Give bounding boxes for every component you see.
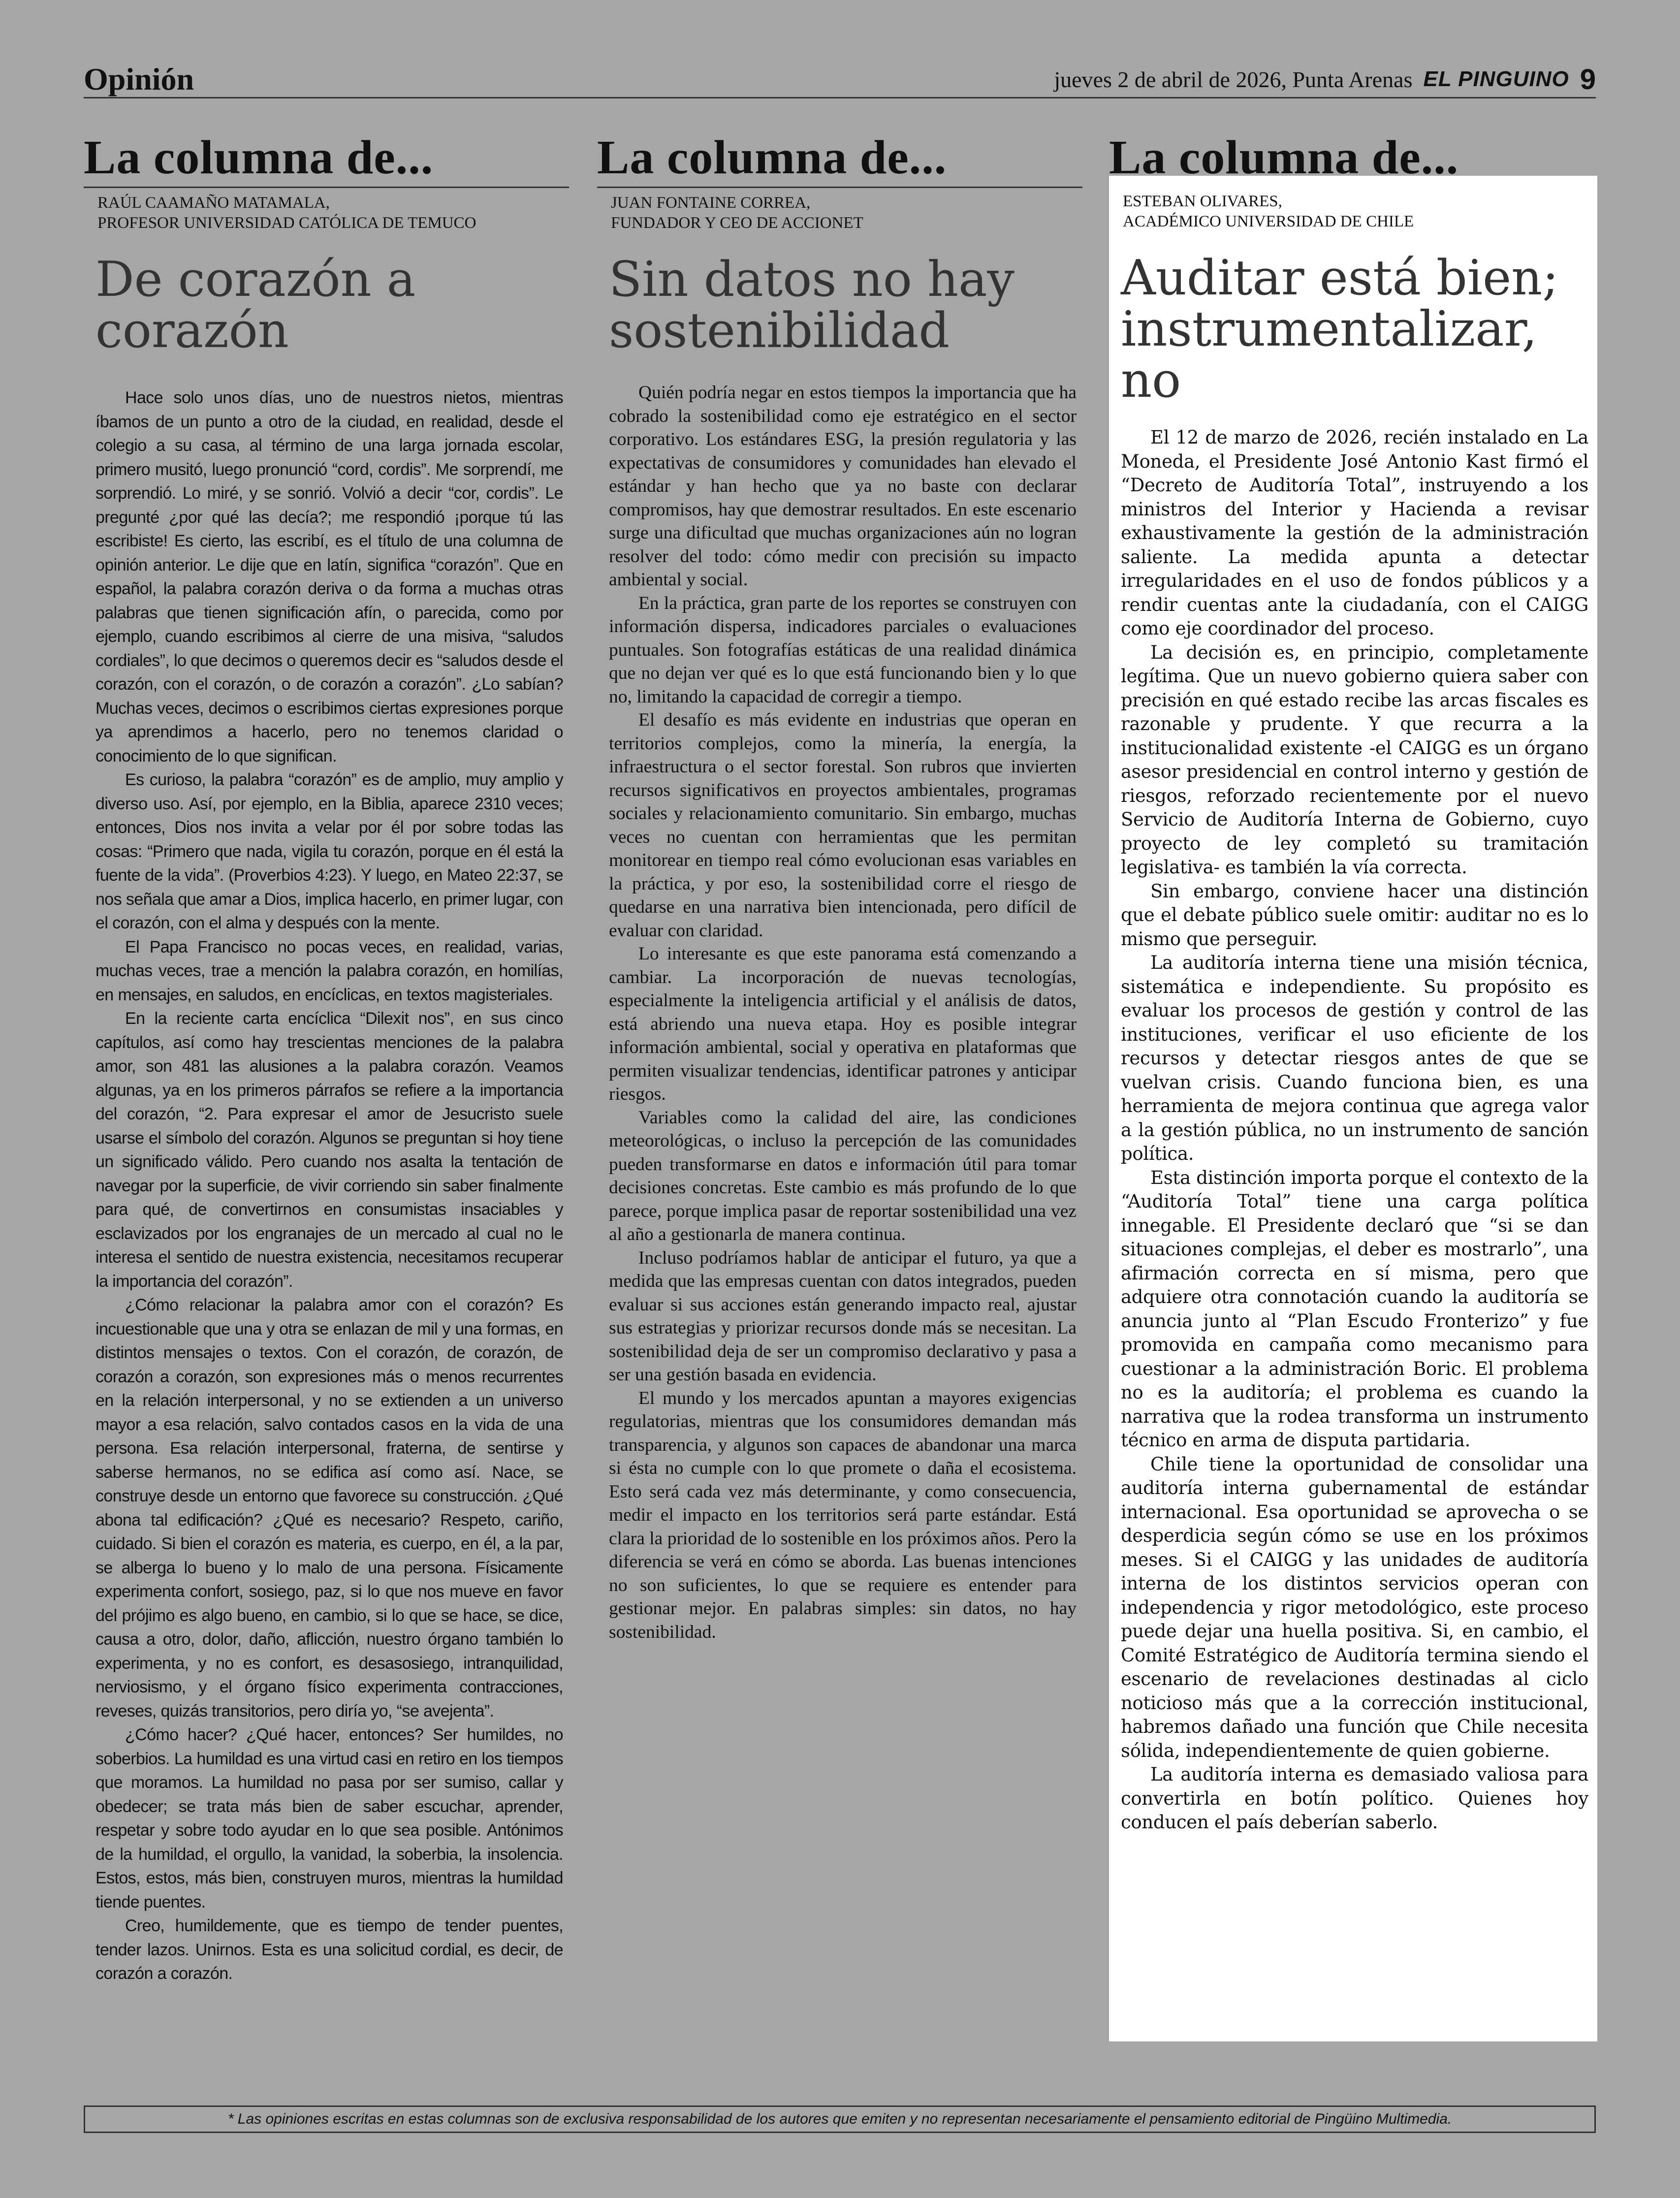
author-byline bbox=[97, 193, 565, 233]
column-headline: De corazón a corazón bbox=[95, 252, 416, 359]
page-number: 9 bbox=[1580, 63, 1596, 96]
body-paragraph: El desafío es más evidente en industrias que operan en territorios complejos, como la minería, la energía, la infraestructura o el sector forestal. Son rubros que invierten recursos significativos en proyectos ambientales, programas sociales y relacionamiento comunitario. Sin embargo, muchas veces no cuentan con herramientas que les permitan monitorear en tiempo real cómo evolucionan esas variables en la práctica, y por eso, la sostenibilidad corre el riesgo de quedarse en una narrativa bien intencionada, pero difícil de evaluar con claridad. bbox=[609, 710, 1077, 941]
body-paragraph: La auditoría interna es demasiado valiosa para convertirla en botín político. Quienes hoy conducen el país deberían saberlo. bbox=[1121, 1764, 1588, 1833]
newspaper-logo: EL PINGUINO bbox=[1423, 67, 1569, 91]
column-kicker: La columna de... bbox=[84, 130, 569, 188]
date-location: jueves 2 de abril de 2026, Punta Arenas bbox=[1054, 66, 1413, 92]
body-paragraph: Creo, humildemente, que es tiempo de tender puentes, tender lazos. Unirnos. Esta es una solicitud cordial, es decir, de corazón a corazón. bbox=[95, 1916, 563, 1983]
body-paragraph: El 12 de marzo de 2026, recién instalado en La Moneda, el Presidente José Antonio Kast firmó el “Decreto de Auditoría Total”, instruyendo a los ministros del Interior y Hacienda a revisar exhaustivamente la gestión de la administración saliente. La medida apunta a detectar irregularidades en el uso de fondos públicos y a rendir cuentas ante la ciudadanía, con el CAIGG como eje coordinador del proceso. bbox=[1121, 427, 1588, 639]
author-title: PROFESOR UNIVERSIDAD CATÓLICA DE TEMUCO bbox=[97, 214, 476, 232]
body-paragraph: Sin embargo, conviene hacer una distinción que el debate público suele omitir: auditar no es lo mismo que perseguir. bbox=[1121, 880, 1588, 950]
body-paragraph: Incluso podríamos hablar de anticipar el futuro, ya que a medida que las empresas cuentan con datos integrados, pueden evaluar si sus acciones están generando impacto real, ajustar sus estrategias y priorizar recursos donde más se necesitan. La sostenibilidad deja de ser un compromiso declarativo y pasa a ser una gestión basada en evidencia. bbox=[609, 1247, 1077, 1385]
author-byline bbox=[1123, 191, 1590, 232]
column-headline: Sin datos no hay sostenibilidad bbox=[609, 252, 1014, 359]
column-body bbox=[1121, 426, 1588, 1835]
editorial-disclaimer: * Las opiniones escritas en estas columnas son de exclusiva responsabilidad de los autores que emiten y no representan necesariamente el pensamiento editorial de Pingüino Multimedia. bbox=[84, 2105, 1596, 2133]
body-paragraph: Variables como la calidad del aire, las condiciones meteorológicas, o incluso la percepción de las comunidades pueden transformarse en datos e información útil para tomar decisiones concretas. Este cambio es más profundo de lo que parece, porque implica pasar de reportar sostenibilidad una vez al año a gestionarla de manera continua. bbox=[609, 1107, 1077, 1244]
body-paragraph: Chile tiene la oportunidad de consolidar una auditoría interna gubernamental de estándar internacional. Esa oportunidad se aprovecha o se desperdicia según cómo se use en los próximos meses. Si el CAIGG y las unidades de auditoría interna de los distintos servicios operan con independencia y rigor metodológico, este proceso puede dejar una huella positiva. Si, en cambio, el Comité Estratégico de Auditoría termina siendo el escenario de revelaciones destinadas al ciclo noticioso más que a la corrección institucional, habremos dañado una función que Chile necesita sólida, independientemente de quien gobierne. bbox=[1121, 1453, 1588, 1761]
author-name: RAÚL CAAMAÑO MATAMALA, bbox=[97, 194, 330, 212]
body-paragraph: Es curioso, la palabra “corazón” es de amplio, muy amplio y diverso uso. Así, por ejemplo, en la Biblia, aparece 2310 veces; entonces, Dios nos invita a velar por él por sobre todas las cosas: “Primero que nada, vigila tu corazón, porque en él está la fuente de la vida”. (Proverbios 4:23). Y luego, en Mateo 22:37, se nos señala que amar a Dios, implica hacerlo, en primer lugar, con el corazón, con el alma y después con la mente. bbox=[95, 770, 563, 932]
body-paragraph: Hace solo unos días, uno de nuestros nietos, mientras íbamos de un punto a otro de la ciudad, en realidad, desde el colegio a su casa, al término de una larga jornada escolar, primero musitó, luego pronunció “cord, cordis”. Me sorprendí, me sorprendió. Lo miré, y se sonrió. Volvió a decir “cor, cordis”. Le pregunté ¿por qué las decía?; me respondió ¡porque tú las escribiste! Es cierto, las escribí, es el título de una columna de opinión anterior. Le dije que en latín, significa “corazón”. Que en español, la palabra corazón deriva o da forma a muchas otras palabras que tienen significación afín, o parecida, como por ejemplo, cuando escribimos al cierre de una misiva, “saludos cordiales”, lo que decimos o queremos decir es “saludos desde el corazón, con el corazón, o de corazón a corazón”. ¿Lo sabían? Muchas veces, decimos o escribimos ciertas expresiones porque ya aprendimos a hacerlo, pero no tenemos claridad o conocimiento de lo que significan. bbox=[95, 388, 564, 765]
section-name: Opinión bbox=[84, 62, 194, 96]
column-body bbox=[95, 386, 563, 1986]
dateline bbox=[1054, 62, 1596, 97]
author-name: JUAN FONTAINE CORREA, bbox=[611, 194, 811, 212]
opinion-column-olivares bbox=[1109, 130, 1594, 2050]
body-paragraph: Lo interesante es que este panorama está comenzando a cambiar. La incorporación de nuevas tecnologías, especialmente la inteligencia artificial y el análisis de datos, está abriendo una nueva etapa. Hoy es posible integrar información ambiental, social y operativa en plataformas que permiten visualizar tendencias, identificar patrones y anticipar riesgos. bbox=[609, 944, 1077, 1104]
opinion-column-fontaine bbox=[597, 130, 1082, 2050]
body-paragraph: ¿Cómo relacionar la palabra amor con el corazón? Es incuestionable que una y otra se enlazan de mil y una formas, en distintos mensajes o textos. Con el corazón, de corazón, de corazón a corazón, son expresiones más o menos recurrentes en la relación interpersonal, y no se extienden a un universo mayor a esa relación, salvo contados casos en la vida de una persona. Esa relación interpersonal, fraterna, de sentirse y saberse hermanos, no se edifica así como así. Nace, se construye desde un entorno que favorece su construcción. ¿Qué abona tal edificación? ¿Qué es necesario? Respeto, cariño, cuidado. Si bien el corazón es materia, es cuerpo, en él, a la par, se alberga lo bueno y lo malo de una persona. Físicamente experimenta confort, sosiego, paz, si lo que nos mueve en favor del prójimo es algo bueno, en cambio, si lo que se hace, se dice, causa a otro, dolor, daño, aflicción, nuestro órgano también lo experimenta, y no es confort, es desasosiego, intranquilidad, nerviosismo, y el órgano físico experimenta contracciones, reveses, quizás transitorios, pero diría yo, “se avejenta”. bbox=[95, 1296, 563, 1720]
body-paragraph: El Papa Francisco no pocas veces, en realidad, varias, muchas veces, trae a mención la palabra corazón, en homilías, en mensajes, en saludos, en encíclicas, en textos magisteriales. bbox=[95, 937, 563, 1004]
column-kicker: La columna de... bbox=[597, 130, 1082, 188]
body-paragraph: En la práctica, gran parte de los reportes se construyen con información dispersa, indicadores parciales o evaluaciones puntuales. Son fotografías estáticas de una realidad dinámica que no dejan ver qué es lo que está funcionando bien y lo que no, limitando la capacidad de corregir a tiempo. bbox=[609, 593, 1077, 707]
author-title: ACADÉMICO UNIVERSIDAD DE CHILE bbox=[1123, 213, 1414, 230]
page-header bbox=[84, 62, 1596, 98]
opinion-column-caamano bbox=[84, 130, 569, 2050]
author-byline bbox=[611, 193, 1078, 233]
body-paragraph: En la reciente carta encíclica “Dilexit nos”, en sus cinco capítulos, así como hay trescientas menciones de la palabra amor, son 481 las alusiones a la palabra corazón. Veamos algunas, ya en los primeros párrafos se refiere a la importancia del corazón, “2. Para expresar el amor de Jesucristo suele usarse el símbolo del corazón. Algunos se preguntan si hoy tiene un significado válido. Pero cuando nos asalta la tentación de navegar por la superficie, de vivir corriendo sin saber finalmente para qué, de convertirnos en consumistas insaciables y esclavizados por los engranajes de un mercado al cual no le interesa el sentido de nuestra existencia, necesitamos recuperar la importancia del corazón”. bbox=[95, 1009, 563, 1291]
column-body bbox=[609, 381, 1077, 1644]
body-paragraph: El mundo y los mercados apuntan a mayores exigencias regulatorias, mientras que los consumidores demandan más transparencia, y algunos son capaces de abandonar una marca si ésta no cumple con lo que promete o daña el ecosistema. Esto será cada vez más determinante, y como consecuencia, medir el impacto en los territorios será parte estándar. Está clara la prioridad de lo sostenible en los próximos años. Pero la diferencia se verá en cómo se aborda. Las buenas intenciones no son suficientes, lo que se requiere es entender para gestionar mejor. En palabras simples: sin datos, no hay sostenibilidad. bbox=[609, 1388, 1077, 1642]
body-paragraph: Esta distinción importa porque el contexto de la “Auditoría Total” tiene una carga política innegable. El Presidente declaró que “si se dan situaciones complejas, el deber es mostrarlo”, una afirmación correcta en sí misma, pero que adquiere otra connotación cuando la auditoría se anuncia junto al “Plan Escudo Fronterizo” y fue promovida en campaña como mecanismo para cuestionar a la administración Boric. El problema no es la auditoría; el problema es cuando la narrativa que la rodea transforma un instrumento técnico en arma de disputa partidaria. bbox=[1121, 1167, 1588, 1451]
column-headline: Auditar está bien; instrumentalizar, no bbox=[1121, 250, 1559, 409]
body-paragraph: La auditoría interna tiene una misión técnica, sistemática e independiente. Su propósito es evaluar los procesos de gestión y control de las instituciones, verificar el uso eficiente de los recursos y detectar riesgos antes de que se vuelvan crisis. Cuando funciona bien, es una herramienta de mejora continua que agrega valor a la gestión pública, no un instrumento de sanción política. bbox=[1121, 952, 1588, 1164]
column-kicker: La columna de... bbox=[1109, 131, 1459, 184]
author-name: ESTEBAN OLIVARES, bbox=[1123, 192, 1282, 210]
author-title: FUNDADOR Y CEO DE ACCIONET bbox=[611, 214, 863, 232]
body-paragraph: ¿Cómo hacer? ¿Qué hacer, entonces? Ser humildes, no soberbios. La humildad es una virtud casi en retiro en los tiempos que moramos. La humildad no pasa por ser sumiso, callar y obedecer; se trata más bien de saber escuchar, aprender, respetar y sobre todo ayudar en lo que sea posible. Antónimos de la humildad, el orgullo, la vanidad, la soberbia, la insolencia. Estos, estos, más bien, construyen muros, mientras la humildad tiende puentes. bbox=[95, 1725, 563, 1911]
body-paragraph: Quién podría negar en estos tiempos la importancia que ha cobrado la sostenibilidad como eje estratégico en el sector corporativo. Los estándares ESG, la presión regulatoria y las expectativas de consumidores y comunidades han elevado el estándar y han hecho que ya no baste con declarar compromisos, hay que demostrar resultados. En este escenario surge una dificultad que muchas organizaciones aún no logran resolver del todo: cómo medir con precisión su impacto ambiental y social. bbox=[609, 382, 1077, 590]
body-paragraph: La decisión es, en principio, completamente legítima. Que un nuevo gobierno quiera saber con precisión en qué estado recibe las arcas fiscales es razonable y prudente. Y que recurra a la institucionalidad existente -el CAIGG es un órgano asesor presidencial en control interno y gestión de riesgos, reforzado recientemente por el nuevo Servicio de Auditoría Interna de Gobierno, cuyo proyecto de ley completó su tramitación legislativa- es también la vía correcta. bbox=[1121, 641, 1588, 878]
